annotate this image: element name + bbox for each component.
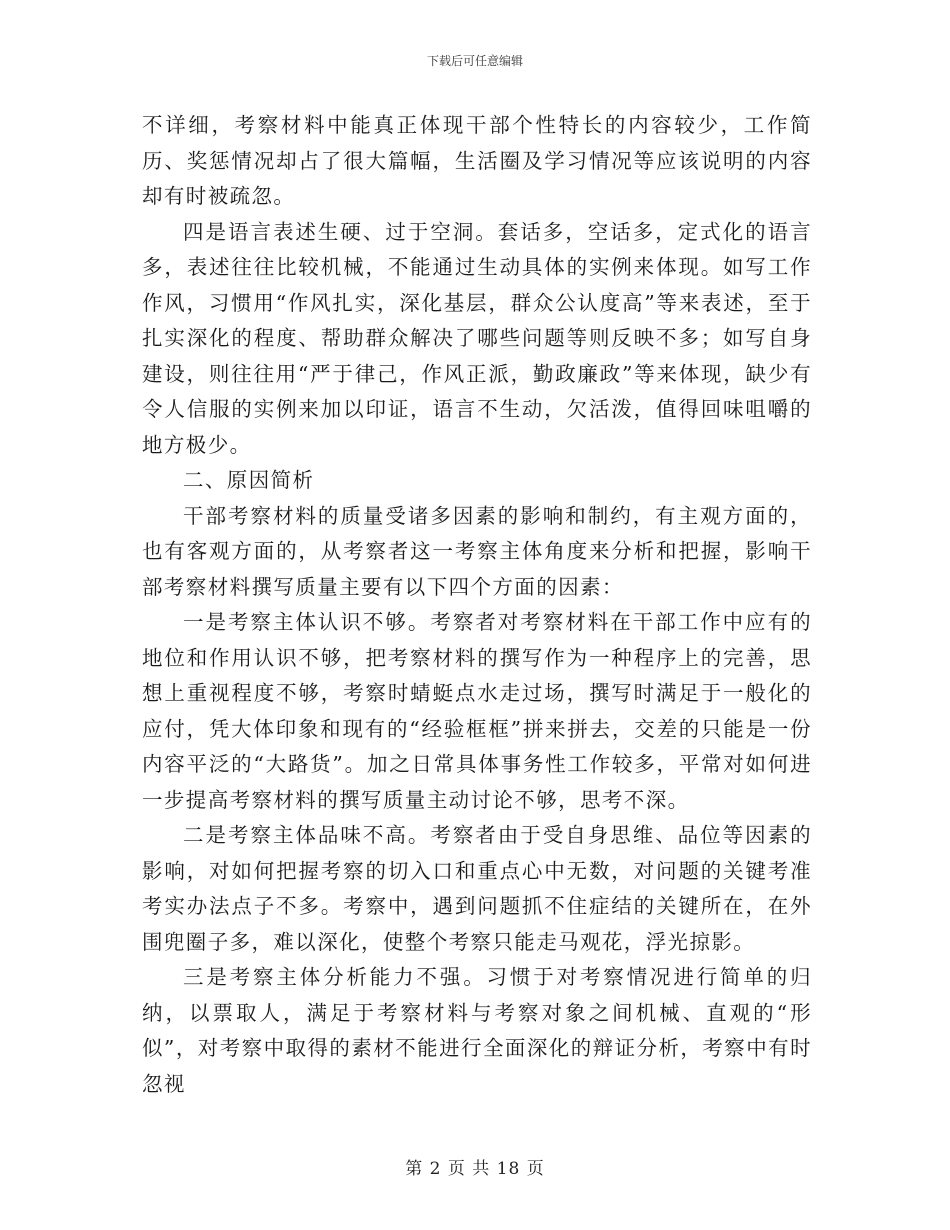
page-number-footer: 第 2 页 共 18 页 <box>405 1159 545 1179</box>
paragraph-3: 干部考察材料的质量受诸多因素的影响和制约，有主观方面的，也有客观方面的，从考察者这一考察主体角度来分析和把握，影响干部考察材料撰写质量主要有以下四个方面的因素： <box>142 503 812 599</box>
paragraph-6: 三是考察主体分析能力不强。习惯于对考察情况进行简单的归纳，以票取人，满足于考察材料与考察对象之间机械、直观的“形似”，对考察中取得的素材不能进行全面深化的辩证分析，考察中有时忽视 <box>142 965 812 1096</box>
paragraph-2: 四是语言表述生硬、过于空洞。套话多，空话多，定式化的语言多，表述往往比较机械，不能通过生动具体的实例来体现。如写工作作风，习惯用“作风扎实，深化基层，群众公认度高”等来表述，至于扎实深化的程度、帮助群众解决了哪些问题等则反映不多；如写自身建设，则往往用“严于律己，作风正派，勤政廉政”等来体现，缺少有令人信服的实例来加以印证，语言不生动，欠活泼，值得回味咀嚼的地方极少。 <box>142 219 812 457</box>
paragraph-5: 二是考察主体品味不高。考察者由于受自身思维、品位等因素的影响，对如何把握考察的切入口和重点心中无数，对问题的关键考准考实办法点子不多。考察中，遇到问题抓不住症结的关键所在，在外围兜圈子多，难以深化，使整个考察只能走马观花，浮光掠影。 <box>142 823 812 954</box>
paragraph-4: 一是考察主体认识不够。考察者对考察材料在干部工作中应有的地位和作用认识不够，把考察材料的撰写作为一种程序上的完善，思想上重视程度不够，考察时蜻蜓点水走过场，撰写时满足于一般化的应付，凭大体印象和现有的“经验框框”拼来拼去，交差的只能是一份内容平泛的“大路货”。加之日常具体事务性工作较多，平常对如何进一步提高考察材料的撰写质量主动讨论不够，思考不深。 <box>142 610 812 812</box>
page-header: 下载后可任意编辑 <box>426 54 523 68</box>
paragraph-1: 不详细，考察材料中能真正体现干部个性特长的内容较少，工作简历、奖惩情况却占了很大篇幅，生活圈及学习情况等应该说明的内容却有时被疏忽。 <box>142 113 812 208</box>
section-heading: 二、原因简析 <box>183 468 315 492</box>
document-body <box>142 108 812 1102</box>
